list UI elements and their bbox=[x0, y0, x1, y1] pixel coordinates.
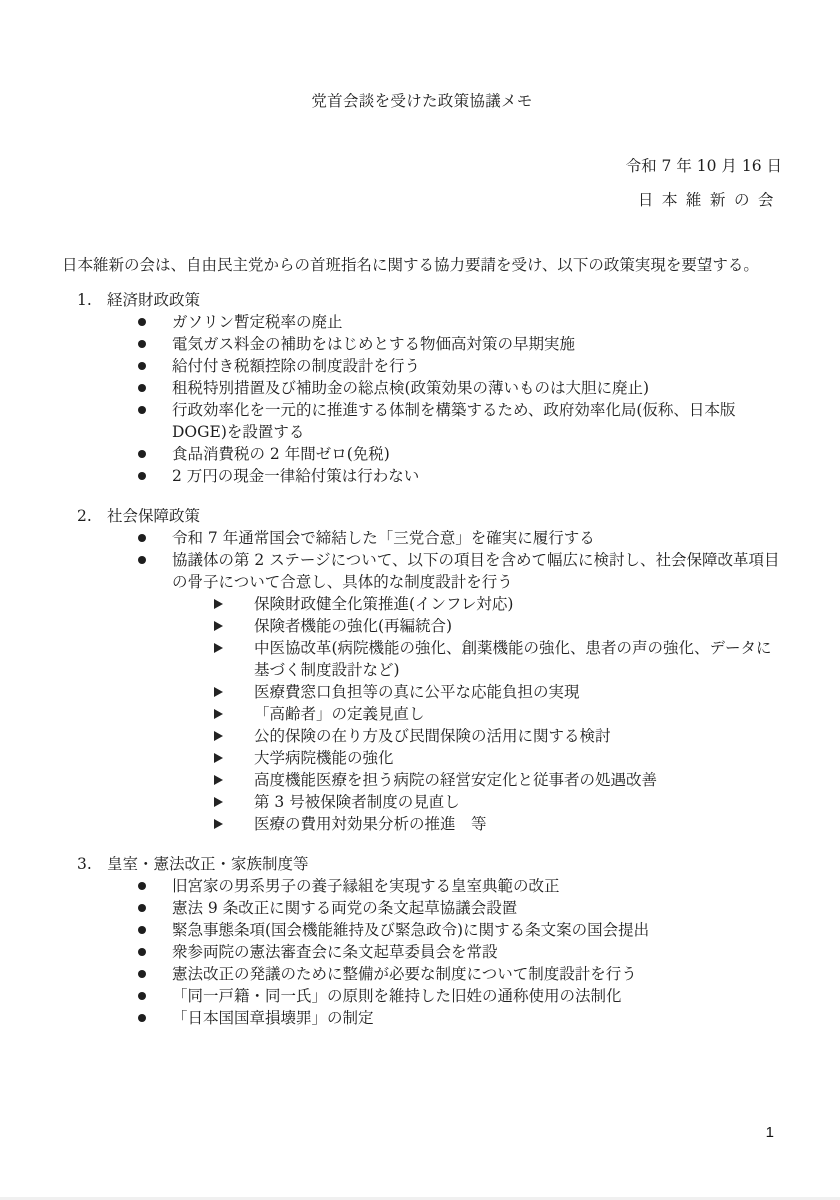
bullet-icon bbox=[138, 897, 172, 919]
arrow-icon bbox=[214, 769, 254, 791]
bullet-item bbox=[62, 1007, 782, 1029]
bullet-item bbox=[62, 919, 782, 941]
bullet-icon bbox=[138, 919, 172, 941]
arrow-subitem-text: 高度機能医療を担う病院の経営安定化と従事者の処遇改善 bbox=[254, 771, 658, 789]
bullet-icon bbox=[138, 377, 172, 399]
bullet-item bbox=[62, 333, 782, 355]
arrow-subitem bbox=[62, 681, 782, 703]
bullet-item-text: 緊急事態条項(国会機能維持及び緊急政令)に関する条文案の国会提出 bbox=[172, 921, 650, 939]
document-author: 日本維新の会 bbox=[637, 191, 782, 209]
bullet-item bbox=[62, 549, 782, 593]
arrow-subitem bbox=[62, 593, 782, 615]
arrow-subitem bbox=[62, 725, 782, 747]
page-number: 1 bbox=[765, 1124, 774, 1141]
arrow-subitem bbox=[62, 615, 782, 637]
arrow-icon bbox=[214, 681, 254, 703]
bullet-item-text: 協議体の第 2 ステージについて、以下の項目を含めて幅広に検討し、社会保障改革項目の骨子について合意し、具体的な制度設計を行う bbox=[172, 551, 780, 591]
bullet-item-text: ガソリン暫定税率の廃止 bbox=[172, 313, 343, 331]
arrow-subitem-text: 「高齢者」の定義見直し bbox=[254, 705, 425, 723]
bullet-item-text: 食品消費税の 2 年間ゼロ(免税) bbox=[172, 445, 390, 463]
policy-section-3 bbox=[62, 853, 782, 1029]
bullet-item-text: 「日本国国章損壊罪」の制定 bbox=[172, 1009, 374, 1027]
arrow-icon bbox=[214, 703, 254, 725]
bullet-item-text: 憲法改正の発議のために整備が必要な制度について制度設計を行う bbox=[172, 965, 637, 983]
section-number: 3. bbox=[77, 855, 92, 873]
section-number: 1. bbox=[77, 291, 92, 309]
bullet-icon bbox=[138, 941, 172, 963]
arrow-subitem bbox=[62, 769, 782, 791]
bullet-item-text: 電気ガス料金の補助をはじめとする物価高対策の早期実施 bbox=[172, 335, 576, 353]
section-heading bbox=[62, 289, 782, 311]
arrow-subitem-text: 保険者機能の強化(再編統合) bbox=[254, 617, 453, 635]
bullet-item bbox=[62, 963, 782, 985]
arrow-subitem-text: 中医協改革(病院機能の強化、創薬機能の強化、患者の声の強化、データに基づく制度設計など) bbox=[254, 639, 772, 679]
arrow-subitem-text: 公的保険の在り方及び民間保険の活用に関する検討 bbox=[254, 727, 611, 745]
bullet-item bbox=[62, 875, 782, 897]
bullet-item-text: 給付付き税額控除の制度設計を行う bbox=[172, 357, 421, 375]
arrow-subitem-text: 大学病院機能の強化 bbox=[254, 749, 394, 767]
bullet-item bbox=[62, 941, 782, 963]
bullet-item-text: 令和 7 年通常国会で締結した「三党合意」を確実に履行する bbox=[172, 529, 595, 547]
arrow-icon bbox=[214, 747, 254, 769]
bullet-icon bbox=[138, 443, 172, 465]
section-title: 経済財政政策 bbox=[107, 291, 201, 309]
bullet-item bbox=[62, 377, 782, 399]
arrow-subitem bbox=[62, 747, 782, 769]
policy-section-2 bbox=[62, 505, 782, 835]
bullet-icon bbox=[138, 549, 172, 571]
bullet-item bbox=[62, 985, 782, 1007]
bullet-icon bbox=[138, 875, 172, 897]
section-heading bbox=[62, 505, 782, 527]
arrow-subitem-text: 第 3 号被保険者制度の見直し bbox=[254, 793, 460, 811]
bullet-item-text: 租税特別措置及び補助金の総点検(政策効果の薄いものは大胆に廃止) bbox=[172, 379, 650, 397]
bullet-icon bbox=[138, 527, 172, 549]
arrow-subitem-text: 保険財政健全化策推進(インフレ対応) bbox=[254, 595, 514, 613]
bullet-item-text: 憲法 9 条改正に関する両党の条文起草協議会設置 bbox=[172, 899, 518, 917]
arrow-subitem-text: 医療の費用対効果分析の推進 等 bbox=[254, 815, 487, 833]
arrow-icon bbox=[214, 725, 254, 747]
bullet-icon bbox=[138, 1007, 172, 1029]
section-title: 社会保障政策 bbox=[107, 507, 201, 525]
bullet-item-text: 衆参両院の憲法審査会に条文起草委員会を常設 bbox=[172, 943, 498, 961]
bullet-icon bbox=[138, 311, 172, 333]
document-title: 党首会談を受けた政策協議メモ bbox=[311, 92, 533, 110]
arrow-icon bbox=[214, 637, 254, 659]
bullet-icon bbox=[138, 333, 172, 355]
policy-section-1 bbox=[62, 289, 782, 487]
bullet-item bbox=[62, 399, 782, 443]
intro-paragraph: 日本維新の会は、自由民主党からの首班指名に関する協力要請を受け、以下の政策実現を要望する。 bbox=[62, 256, 759, 274]
bullet-item bbox=[62, 465, 782, 487]
bullet-item-text: 2 万円の現金一律給付策は行わない bbox=[172, 467, 420, 485]
bullet-item bbox=[62, 897, 782, 919]
bullet-icon bbox=[138, 355, 172, 377]
section-title: 皇室・憲法改正・家族制度等 bbox=[107, 855, 309, 873]
document-date: 令和 7 年 10 月 16 日 bbox=[625, 157, 782, 175]
arrow-subitem bbox=[62, 791, 782, 813]
bullet-item-text: 行政効率化を一元的に推進する体制を構築するため、政府効率化局(仮称、日本版 DOGE)を設置する bbox=[172, 401, 736, 441]
bullet-item-text: 旧宮家の男系男子の養子縁組を実現する皇室典範の改正 bbox=[172, 877, 560, 895]
arrow-subitem bbox=[62, 637, 782, 681]
section-heading bbox=[62, 853, 782, 875]
bullet-icon bbox=[138, 985, 172, 1007]
section-number: 2. bbox=[77, 507, 92, 525]
bullet-icon bbox=[138, 963, 172, 985]
policy-sections bbox=[62, 289, 782, 1029]
bullet-item bbox=[62, 355, 782, 377]
arrow-icon bbox=[214, 791, 254, 813]
bullet-icon bbox=[138, 399, 172, 421]
arrow-subitem bbox=[62, 703, 782, 725]
bullet-item bbox=[62, 443, 782, 465]
bullet-icon bbox=[138, 465, 172, 487]
arrow-icon bbox=[214, 813, 254, 835]
arrow-icon bbox=[214, 615, 254, 637]
arrow-subitem bbox=[62, 813, 782, 835]
arrow-subitem-text: 医療費窓口負担等の真に公平な応能負担の実現 bbox=[254, 683, 580, 701]
bullet-item-text: 「同一戸籍・同一氏」の原則を維持した旧姓の通称使用の法制化 bbox=[172, 987, 622, 1005]
bullet-item bbox=[62, 311, 782, 333]
arrow-icon bbox=[214, 593, 254, 615]
bullet-item bbox=[62, 527, 782, 549]
